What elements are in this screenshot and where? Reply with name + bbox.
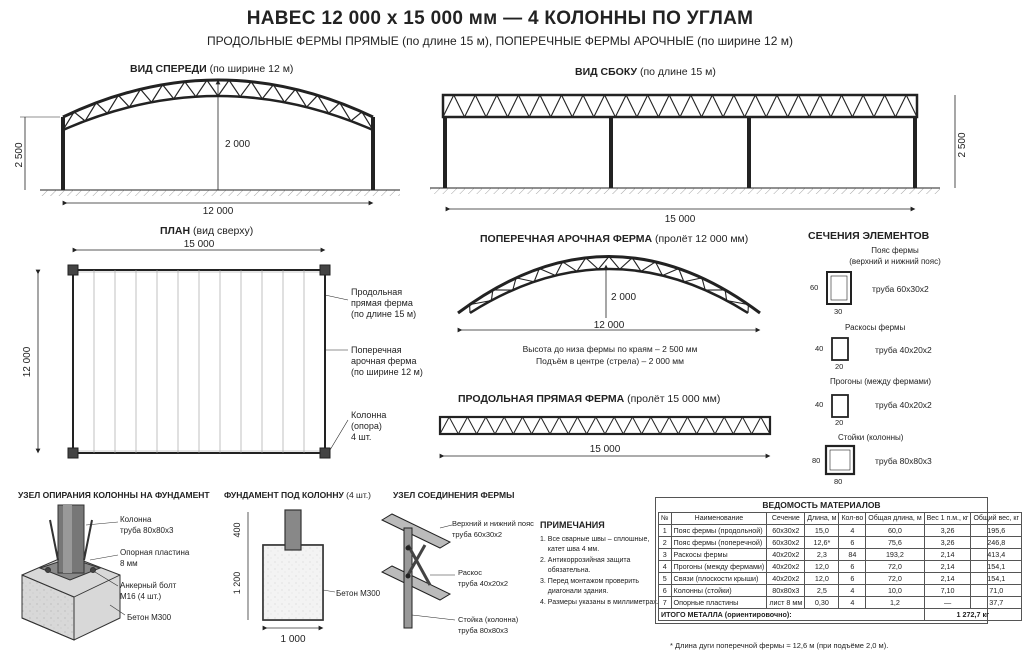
arch-info-height: Высота до низа фермы по краям – 2 500 мм [522, 344, 698, 354]
truss-brace [658, 95, 669, 117]
materials-cell: 6 [839, 573, 866, 585]
materials-cell: 15,0 [805, 525, 839, 537]
truss-brace [614, 417, 623, 434]
materials-cell: Пояс фермы (поперечной) [671, 537, 767, 549]
truss-brace [118, 95, 129, 107]
materials-cell: 2,14 [924, 561, 971, 573]
foundation-section [248, 510, 335, 628]
truss-brace [609, 257, 620, 270]
materials-cell: 7,10 [924, 585, 971, 597]
side-view [430, 95, 955, 209]
truss-brace [486, 95, 497, 117]
callout-longitudinal-truss: Продольная прямая ферма (по длине 15 м) [351, 287, 417, 319]
materials-cell: 40х20х2 [767, 573, 805, 585]
truss-node [382, 514, 455, 628]
truss-brace [660, 417, 669, 434]
support-node-title: УЗЕЛ ОПИРАНИЯ КОЛОННЫ НА ФУНДАМЕНТ [18, 490, 210, 500]
materials-header-cell: Наименование [671, 513, 767, 525]
truss-brace [74, 112, 85, 121]
truss-brace [874, 95, 885, 117]
materials-cell: 3,26 [924, 525, 971, 537]
truss-brace [733, 417, 742, 434]
section-3-name: Прогоны (между фермами) [830, 377, 932, 386]
truss-brace [568, 417, 577, 434]
truss-brace [724, 417, 733, 434]
truss-brace [196, 80, 207, 97]
front-view-title: ВИД СПЕРЕДИ (по ширине 12 м) [130, 63, 294, 75]
truss-brace [688, 417, 697, 434]
truss-brace [529, 95, 540, 117]
materials-cell: 12,0 [805, 561, 839, 573]
side-view-title: ВИД СБОКУ (по длине 15 м) [575, 66, 716, 78]
truss-brace [831, 95, 842, 117]
materials-cell: 2,5 [805, 585, 839, 597]
section-1-name: Пояс фермы (верхний и нижний пояс) [849, 246, 941, 266]
truss-brace [605, 95, 616, 117]
materials-cell: 75,6 [866, 537, 924, 549]
foundation-title: ФУНДАМЕНТ ПОД КОЛОННУ (4 шт.) [224, 490, 372, 500]
truss-node-chord-label: Верхний и нижний пояс труба 60х30х2 [452, 519, 534, 539]
section-4-name: Стойки (колонны) [838, 433, 904, 442]
materials-cell: — [924, 597, 971, 609]
materials-cell: 72,0 [866, 573, 924, 585]
truss-brace [465, 95, 476, 117]
truss-brace [586, 258, 599, 269]
side-length: 15 000 [664, 214, 696, 225]
support-node [22, 505, 125, 640]
truss-brace [743, 417, 752, 434]
section-1-h: 60 [810, 283, 819, 292]
truss-brace [563, 262, 577, 271]
section-1-w: 30 [834, 307, 843, 316]
truss-brace [788, 95, 799, 117]
section-4-label: труба 80х80х3 [875, 456, 932, 466]
arch-rise: 2 000 [611, 292, 637, 303]
truss-brace [906, 95, 917, 117]
truss-brace [633, 417, 642, 434]
foundation-concrete-label: Бетон М300 [336, 589, 381, 598]
truss-brace [284, 89, 295, 102]
notes-item-2: 2. Антикоррозийная защита обязательна. [540, 557, 631, 574]
truss-brace [540, 95, 551, 117]
page-subtitle: ПРОДОЛЬНЫЕ ФЕРМЫ ПРЯМЫЕ (по длине 15 м), ПОПЕРЕЧНЫЕ ФЕРМЫ АРОЧНЫЕ (по ширине 12 м) [207, 34, 793, 48]
section-3-w: 20 [835, 418, 844, 427]
truss-brace [852, 95, 863, 117]
truss-brace [477, 417, 486, 434]
plan-view [38, 250, 348, 458]
truss-brace [523, 417, 532, 434]
truss-brace [680, 95, 691, 117]
support-bolt-label: Анкерный болт М16 (4 шт.) [120, 581, 177, 601]
materials-cell: 1,2 [866, 597, 924, 609]
truss-brace [799, 95, 810, 117]
truss-brace [550, 417, 559, 434]
truss-brace [307, 95, 318, 107]
materials-table [658, 512, 1022, 621]
truss-brace [185, 82, 196, 97]
truss-brace [702, 95, 713, 117]
truss-brace [761, 417, 770, 434]
callout-column: Колонна (опора) 4 шт. [351, 410, 387, 442]
materials-title: ВЕДОМОСТЬ МАТЕРИАЛОВ [762, 500, 881, 510]
section-2-name: Раскосы фермы [845, 323, 906, 332]
materials-cell: 60,0 [866, 525, 924, 537]
materials-cell: 2 [659, 537, 672, 549]
truss-brace [723, 95, 734, 117]
materials-cell: 2,14 [924, 573, 971, 585]
section-shapes [826, 272, 854, 474]
materials-header-cell: Общая длина, м [866, 513, 924, 525]
truss-brace [559, 417, 568, 434]
truss-brace [551, 95, 562, 117]
truss-brace [820, 95, 831, 117]
truss-brace [620, 258, 633, 269]
truss-brace [96, 103, 107, 114]
materials-row [659, 597, 1022, 609]
support-plate-label: Опорная пластина 8 мм [120, 548, 190, 568]
page-title: НАВЕС 12 000 х 15 000 мм — 4 КОЛОННЫ ПО УГЛАМ [246, 8, 754, 29]
truss-brace [486, 417, 495, 434]
truss-brace [766, 95, 777, 117]
materials-cell: 193,2 [866, 549, 924, 561]
truss-brace [594, 95, 605, 117]
truss-brace [587, 417, 596, 434]
materials-cell: 4 [659, 561, 672, 573]
truss-node-post-label: Стойка (колонна) труба 80х80х3 [458, 615, 519, 635]
truss-brace [662, 269, 678, 276]
truss-brace [777, 95, 788, 117]
arch-info-rise: Подъём в центре (стрела) – 2 000 мм [536, 356, 684, 366]
truss-brace [516, 278, 534, 282]
materials-header-row [659, 513, 1022, 525]
section-2-w: 20 [835, 362, 844, 371]
truss-brace [712, 95, 723, 117]
truss-brace [715, 417, 724, 434]
front-arch-height: 2 000 [225, 139, 251, 150]
support-concrete-label: Бетон М300 [127, 613, 172, 622]
materials-cell: 154,1 [971, 573, 1022, 585]
section-2-label: труба 40х20х2 [875, 345, 932, 355]
materials-total-value: 1 272,7 кг [924, 609, 1021, 621]
truss-brace [615, 95, 626, 117]
truss-brace [863, 95, 874, 117]
section-4-w: 80 [834, 477, 843, 486]
arch-truss-title: ПОПЕРЕЧНАЯ АРОЧНАЯ ФЕРМА (пролёт 12 000 мм) [480, 233, 749, 245]
truss-brace [684, 278, 702, 282]
truss-brace [229, 80, 240, 97]
materials-cell: 154,1 [971, 561, 1022, 573]
materials-row [659, 525, 1022, 537]
sections-title: СЕЧЕНИЯ ЭЛЕМЕНТОВ [808, 230, 930, 242]
materials-row [659, 549, 1022, 561]
front-width: 12 000 [202, 206, 234, 217]
truss-brace [637, 95, 648, 117]
materials-header-cell: Кол-во [839, 513, 866, 525]
truss-brace [207, 80, 218, 96]
truss-brace [842, 95, 853, 117]
truss-brace [518, 95, 529, 117]
materials-cell: 84 [839, 549, 866, 561]
straight-span: 15 000 [589, 444, 621, 455]
truss-brace [626, 95, 637, 117]
truss-brace [163, 85, 174, 99]
truss-brace [706, 417, 715, 434]
materials-cell: 413,4 [971, 549, 1022, 561]
truss-brace [562, 95, 573, 117]
truss-brace [669, 417, 678, 434]
truss-brace [458, 417, 467, 434]
section-1-label: труба 60х30х2 [872, 284, 929, 294]
section-4-h: 80 [812, 456, 821, 465]
notes-title: ПРИМЕЧАНИЯ [540, 520, 605, 530]
truss-brace [697, 417, 706, 434]
materials-cell: 40х20х2 [767, 549, 805, 561]
materials-cell: 12,6* [805, 537, 839, 549]
foundation-h2: 1 200 [232, 571, 242, 595]
truss-brace [651, 417, 660, 434]
straight-truss-title: ПРОДОЛЬНАЯ ПРЯМАЯ ФЕРМА (пролёт 15 000 мм) [458, 393, 721, 405]
materials-cell: 0,30 [805, 597, 839, 609]
arch-span: 12 000 [593, 320, 625, 331]
plan-width: 12 000 [22, 346, 33, 378]
materials-block [655, 497, 1020, 624]
materials-header-cell: Сечение [767, 513, 805, 525]
truss-brace [454, 95, 465, 117]
materials-total-label: ИТОГО МЕТАЛЛА (ориентировочно): [659, 609, 925, 621]
front-view [20, 80, 400, 203]
materials-footnote: * Длина дуги поперечной фермы ≈ 12,6 м (при подъёме 2,0 м). [670, 641, 889, 650]
materials-cell: 4 [839, 597, 866, 609]
materials-cell: 72,0 [866, 561, 924, 573]
materials-row [659, 537, 1022, 549]
truss-brace [497, 95, 508, 117]
materials-cell: Опорные пластины [671, 597, 767, 609]
truss-brace [513, 417, 522, 434]
truss-brace [440, 417, 449, 434]
truss-brace [678, 417, 687, 434]
materials-cell: Раскосы фермы [671, 549, 767, 561]
materials-cell: 1 [659, 525, 672, 537]
truss-node-title: УЗЕЛ СОЕДИНЕНИЯ ФЕРМЫ [393, 490, 515, 500]
materials-cell: 71,0 [971, 585, 1022, 597]
truss-brace [262, 85, 273, 99]
materials-cell: 6 [659, 585, 672, 597]
materials-cell: 2,3 [805, 549, 839, 561]
side-total-height: 2 500 [957, 132, 968, 158]
notes-item-4: 4. Размеры указаны в миллиметрах. [540, 599, 659, 606]
truss-brace [648, 95, 659, 117]
section-2-h: 40 [815, 344, 824, 353]
truss-brace [745, 95, 756, 117]
materials-cell: лист 8 мм [767, 597, 805, 609]
materials-cell: 60х30х2 [767, 537, 805, 549]
foundation-h1: 400 [232, 522, 242, 538]
arch-truss [458, 243, 760, 331]
materials-header-cell: № [659, 513, 672, 525]
truss-brace [495, 417, 504, 434]
materials-row [659, 561, 1022, 573]
materials-cell: Связи (плоскости крыши) [671, 573, 767, 585]
truss-brace [809, 95, 820, 117]
plan-length: 15 000 [183, 239, 215, 250]
truss-brace [351, 112, 362, 121]
front-total-height: 2 500 [14, 142, 25, 168]
notes-item-1: 1. Все сварные швы – сплошные, катет шва 4 мм. [540, 536, 650, 553]
materials-cell: 7 [659, 597, 672, 609]
materials-cell: 6 [839, 561, 866, 573]
truss-brace [475, 95, 486, 117]
truss-brace [605, 417, 614, 434]
truss-brace [752, 417, 761, 434]
truss-brace [449, 417, 458, 434]
materials-cell: 6 [839, 537, 866, 549]
truss-brace [504, 417, 513, 434]
materials-cell: 10,0 [866, 585, 924, 597]
materials-cell: 4 [839, 525, 866, 537]
notes-item-3: 3. Перед монтажом проверить диагонали здания. [540, 578, 640, 595]
materials-cell: Пояс фермы (продольной) [671, 525, 767, 537]
truss-brace [885, 95, 896, 117]
materials-cell: 3 [659, 549, 672, 561]
materials-header-cell: Вес 1 п.м., кг [924, 513, 971, 525]
materials-cell: 2,14 [924, 549, 971, 561]
truss-brace [641, 262, 655, 271]
arch-info [500, 343, 720, 367]
truss-brace [623, 417, 632, 434]
materials-cell: 4 [839, 585, 866, 597]
materials-cell: 195,6 [971, 525, 1022, 537]
truss-brace [755, 95, 766, 117]
materials-cell: Колонны (стойки) [671, 585, 767, 597]
materials-cell: 3,26 [924, 537, 971, 549]
truss-brace [508, 95, 519, 117]
materials-row [659, 573, 1022, 585]
truss-brace [240, 82, 251, 97]
truss-brace [895, 95, 906, 117]
materials-cell: 37,7 [971, 597, 1022, 609]
materials-row [659, 585, 1022, 597]
truss-brace [669, 95, 680, 117]
materials-cell: 60х30х2 [767, 525, 805, 537]
truss-brace [691, 95, 702, 117]
truss-brace [218, 80, 229, 96]
truss-brace [532, 417, 541, 434]
truss-brace [443, 95, 454, 117]
materials-cell: 80х80х3 [767, 585, 805, 597]
plan-title: ПЛАН (вид сверху) [160, 225, 254, 237]
materials-cell: 12,0 [805, 573, 839, 585]
support-column-label: Колонна труба 80х80х3 [120, 515, 174, 535]
materials-total-row [659, 609, 1022, 621]
materials-cell: 246,8 [971, 537, 1022, 549]
materials-header-cell: Длина, м [805, 513, 839, 525]
truss-brace [734, 95, 745, 117]
truss-brace [541, 417, 550, 434]
materials-cell: 5 [659, 573, 672, 585]
truss-brace [642, 417, 651, 434]
truss-brace [578, 417, 587, 434]
truss-brace [141, 89, 152, 102]
materials-cell: Прогоны (между фермами) [671, 561, 767, 573]
section-3-h: 40 [815, 400, 824, 409]
truss-brace [468, 417, 477, 434]
truss-brace [596, 417, 605, 434]
foundation-width: 1 000 [280, 634, 306, 645]
truss-brace [583, 95, 594, 117]
notes-block [540, 520, 660, 608]
callout-cross-truss: Поперечная арочная ферма (по ширине 12 м) [351, 345, 423, 377]
section-3-label: труба 40х20х2 [875, 400, 932, 410]
truss-brace [572, 95, 583, 117]
materials-cell: 40х20х2 [767, 561, 805, 573]
truss-node-brace-label: Раскос труба 40х20х2 [458, 568, 509, 588]
truss-brace [329, 103, 340, 114]
truss-brace [539, 269, 555, 276]
truss-brace [598, 257, 609, 270]
materials-header-cell: Общий вес, кг [971, 513, 1022, 525]
